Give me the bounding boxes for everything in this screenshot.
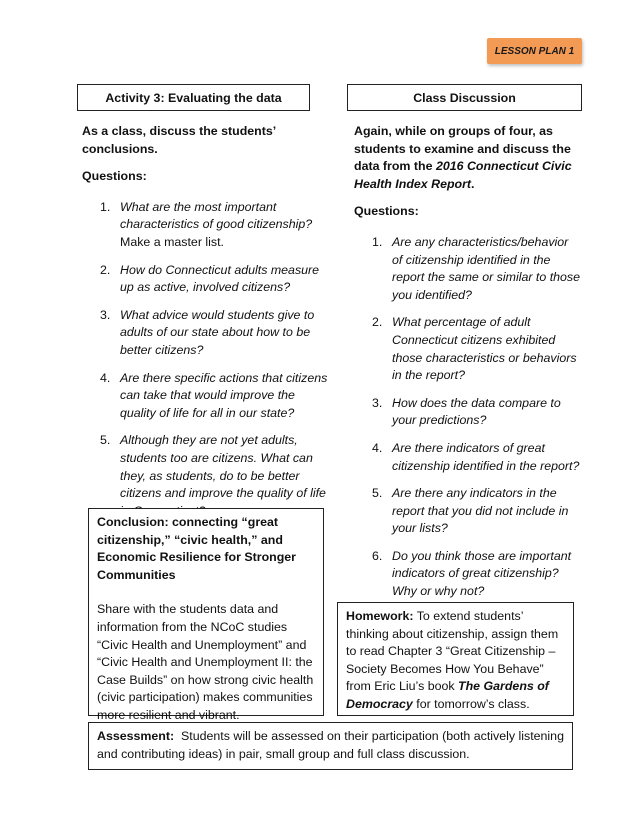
- list-item: 5. Although they are not yet adults, students too are citizens. What can they, as students, do to be better citizens and improve the quality of life: [82, 432, 334, 520]
- question-extra: Make a master list.: [120, 234, 224, 249]
- list-item: 4. Are there specific actions that citizens can take that would improve the quality of life for all in our state?: [100, 370, 328, 420]
- assessment-text: Students will be assessed on their participation (both actively listening and contributing ideas) in pair, small group and full class discussion.: [97, 729, 568, 761]
- list-item: 2. What percentage of adult Connecticut citizens exhibited those characteristics or behaviors in the report?: [372, 315, 577, 383]
- conclusion-box: [88, 508, 324, 722]
- list-item: 6. Do you think those are important indicators of great citizenship? Why or why not?: [372, 548, 572, 599]
- list-item: 4. Are there indicators of great citizenship identified in the report?: [372, 440, 580, 473]
- list-item: 2. How do Connecticut adults measure up as active, involved citizens?: [100, 262, 320, 295]
- question-text: Although they are not yet adults, students too are citizens. What can they, as students, do to be better citizens and improve the quality of life: [120, 433, 326, 501]
- book-title: The Gardens of Democracy: [346, 679, 549, 711]
- left-questions-label: Questions:: [82, 169, 147, 184]
- conclusion-title: Conclusion: connecting “great citizenship,” “civic health,” and Economic Resilience for Stronger Communities: [97, 515, 296, 582]
- list-item: 1. Are any characteristics/behavior of citizenship identified in the report the same or similar to those you identified?: [372, 234, 581, 302]
- homework-box: Homework: To extend students’ thinking about citizenship, assign them to read Chapter 3 “Great Citizenship – Society Becomes How You Behave” from Eric Liu’s book The Gardens of Democracy for tomorrow’s class.: [337, 602, 574, 716]
- activity-header: Activity 3: Evaluating the data: [77, 84, 310, 111]
- list-item: 3. What advice would students give to adults of our state about how to be better citizens?: [100, 307, 315, 357]
- left-intro: As a class, discuss the students’ conclusions.: [82, 124, 276, 156]
- list-item: 5. Are there any indicators in the report that you did not include in your lists?: [372, 486, 569, 536]
- question-text: What are the most important characteristics of good citizenship?: [120, 199, 313, 232]
- right-intro: Again, while on groups of four, as students to examine and discuss the data from the 2016 Connecticut Civic Health Index Report.: [354, 124, 572, 191]
- question-text: Are there any indicators in the report that you did not include in your lists?: [392, 486, 569, 536]
- question-text: Are there indicators of great citizenship identified in the report?: [392, 440, 580, 473]
- question-text: What percentage of adult Connecticut citizens exhibited those characteristics or behaviors in the report?: [392, 315, 577, 383]
- question-text: Do you think those are important indicators of great citizenship? Why or why not?: [392, 548, 572, 599]
- right-questions-label: Questions:: [354, 204, 419, 219]
- assessment-label: Assessment:: [97, 729, 175, 743]
- conclusion-body: Share with the students data and information from the NCoC studies “Civic Health and Unemployment” and “Civic Health and Unemployment II: the Case Builds” on how strong civic health (civic participation) makes communities more resilient and vibrant.: [97, 602, 314, 722]
- lesson-plan-badge: LESSON PLAN 1: [487, 38, 582, 64]
- question-text: What advice would students give to adults of our state about how to be better citizens?: [120, 307, 315, 357]
- question-text: Are any characteristics/behavior of citizenship identified in the report the same or similar to those you identified?: [392, 234, 581, 302]
- assessment-box: [88, 722, 573, 770]
- homework-label: Homework:: [346, 609, 414, 623]
- right-column: [354, 123, 580, 611]
- question-text: How do Connecticut adults measure up as active, involved citizens?: [120, 262, 320, 295]
- left-questions-list: [82, 199, 334, 521]
- left-column: [82, 123, 334, 530]
- list-item: 1. What are the most important characteristics of good citizenship? Make a master list.: [100, 199, 313, 249]
- homework-text: To extend students’ thinking about citizenship, assign them to read Chapter 3 “Great Citizenship – Society Becomes How You Behave” from Eric Liu’s book: [346, 609, 559, 694]
- report-title: 2016 Connecticut Civic Health Index Report: [354, 159, 572, 191]
- class-discussion-header: Class Discussion: [347, 84, 582, 111]
- list-item: 3. How does the data compare to your predictions?: [372, 395, 561, 428]
- right-questions-list: [354, 234, 580, 601]
- question-text: Are there specific actions that citizens can take that would improve the quality of life for all in our state?: [120, 370, 328, 420]
- question-text: How does the data compare to your predictions?: [392, 395, 561, 428]
